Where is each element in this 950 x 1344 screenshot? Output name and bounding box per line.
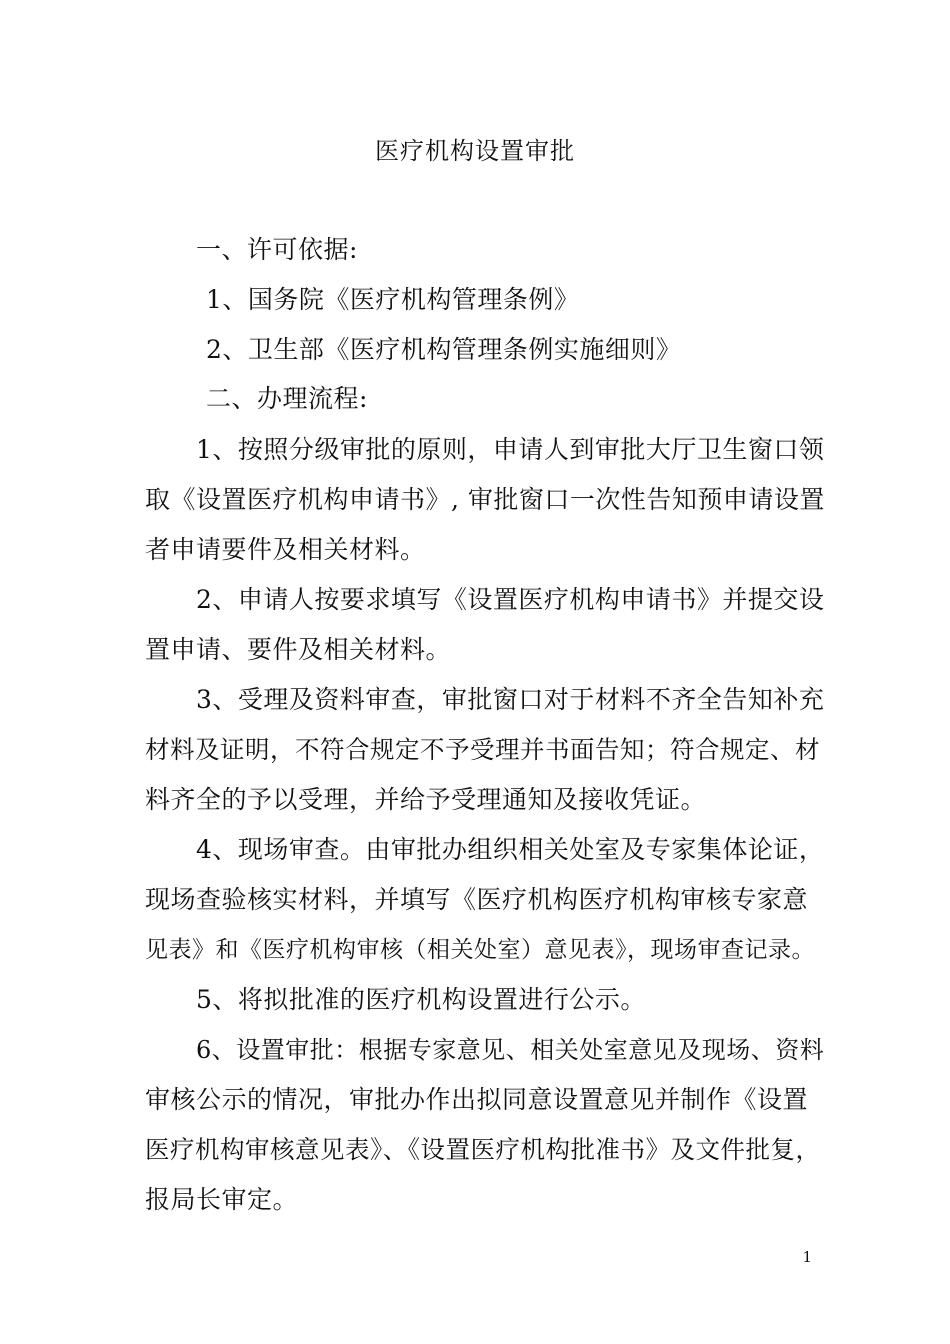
process-heading: 二、办理流程: bbox=[206, 384, 368, 413]
step-6-line-1: 6、设置审批：根据专家意见、相关处室意见及现场、资料 bbox=[196, 1036, 825, 1064]
step-6-line-4: 报局长审定。 bbox=[145, 1185, 299, 1214]
step-4-line-1: 4、现场审查。由审批办组织相关处室及专家集体论证， bbox=[196, 835, 825, 864]
step-2-line-2: 置申请、要件及相关材料。 bbox=[145, 635, 452, 664]
basis-heading: 一、许可依据: bbox=[196, 235, 358, 264]
step-1-line-1: 1、按照分级审批的原则，申请人到审批大厅卫生窗口领 bbox=[196, 435, 825, 464]
step-3-line-2: 材料及证明，不符合规定不予受理并书面告知；符合规定、材 bbox=[145, 735, 820, 764]
page-number: 1 bbox=[802, 1248, 812, 1266]
step-4-line-2: 现场查验核实材料，并填写《医疗机构医疗机构审核专家意 bbox=[145, 885, 809, 914]
step-3-line-1: 3、受理及资料审查，审批窗口对于材料不齐全告知补充 bbox=[196, 685, 825, 714]
step-1-line-2: 取《设置医疗机构申请书》, 审批窗口一次性告知预申请设置 bbox=[145, 485, 825, 514]
step-6-line-2: 审核公示的情况，审批办作出拟同意设置意见并制作《设置 bbox=[145, 1085, 809, 1114]
basis-item-1: 1、国务院《医疗机构管理条例》 bbox=[206, 285, 580, 314]
document-title: 医疗机构设置审批 bbox=[375, 137, 575, 165]
basis-item-2: 2、卫生部《医疗机构管理条例实施细则》 bbox=[206, 335, 682, 364]
step-6-line-3: 医疗机构审核意见表》、《设置医疗机构批准书》及文件批复， bbox=[145, 1135, 821, 1164]
step-2-line-1: 2、申请人按要求填写《设置医疗机构申请书》并提交设 bbox=[196, 585, 825, 614]
step-1-line-3: 者申请要件及相关材料。 bbox=[145, 535, 426, 564]
step-3-line-3: 料齐全的予以受理，并给予受理通知及接收凭证。 bbox=[145, 785, 707, 814]
step-4-line-3: 见表》和《医疗机构审核（相关处室）意见表》，现场审查记录。 bbox=[145, 937, 815, 963]
step-5-line-1: 5、将拟批准的医疗机构设置进行公示。 bbox=[196, 985, 646, 1014]
